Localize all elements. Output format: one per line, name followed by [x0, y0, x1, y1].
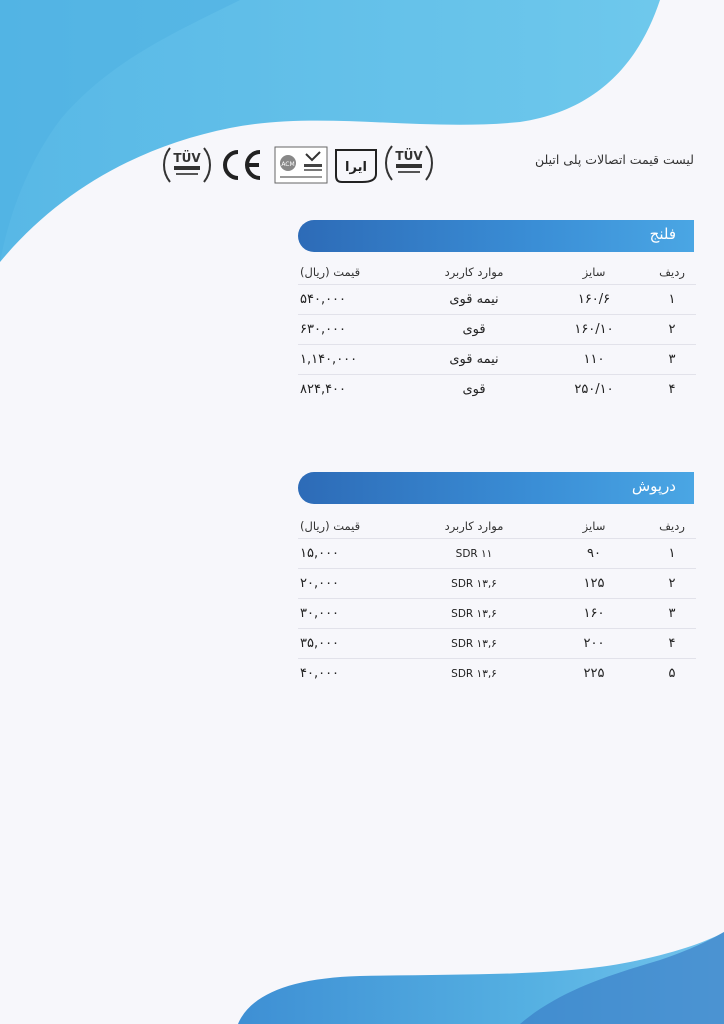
table-header-row [298, 514, 696, 539]
column-header-row: ردیف [659, 519, 685, 533]
cell-price: ۱۵,۰۰۰ [298, 539, 408, 569]
cell-size: ۱۶۰ [540, 599, 648, 629]
cell-use: SDR ۱۳,۶ [408, 659, 540, 689]
cell-use: نیمه قوی [408, 285, 540, 315]
column-header-use: موارد کاربرد [444, 265, 504, 279]
cell-size: ۱۲۵ [540, 569, 648, 599]
cell-size: ۲۰۰ [540, 629, 648, 659]
cell-size: ۹۰ [540, 539, 648, 569]
cell-size: ۲۲۵ [540, 659, 648, 689]
certification-logos [162, 140, 432, 188]
cell-use: SDR ۱۳,۶ [408, 569, 540, 599]
table-row [298, 599, 696, 629]
cell-size: ۱۶۰/۱۰ [540, 315, 648, 345]
cell-price: ۲۰,۰۰۰ [298, 569, 408, 599]
cell-row: ۳ [648, 345, 696, 375]
column-header-size: سایز [582, 265, 606, 279]
svg-text:TÜV: TÜV [173, 151, 201, 165]
section-header-cap [298, 472, 694, 504]
cell-row: ۱ [648, 285, 696, 315]
cell-price: ۶۳۰,۰۰۰ [298, 315, 408, 345]
tuv-intercert-logo-2 [384, 140, 434, 184]
cell-row: ۳ [648, 599, 696, 629]
price-table-flange [298, 260, 696, 404]
cell-use: SDR ۱۳,۶ [408, 599, 540, 629]
cell-row: ۱ [648, 539, 696, 569]
svg-text:ACM: ACM [281, 161, 295, 168]
cell-price: ۸۲۴,۴۰۰ [298, 375, 408, 405]
table-row [298, 629, 696, 659]
cell-price: ۵۴۰,۰۰۰ [298, 285, 408, 315]
cell-price: ۱,۱۴۰,۰۰۰ [298, 345, 408, 375]
section-title: درپوش [631, 477, 676, 495]
tuv-intercert-logo [162, 142, 212, 186]
acm-ukas-logo [274, 146, 328, 184]
cell-size: ۱۶۰/۶ [540, 285, 648, 315]
ce-mark-logo [220, 148, 264, 182]
table-row [298, 539, 696, 569]
table-row [298, 569, 696, 599]
column-header-size: سایز [582, 519, 606, 533]
price-table-cap [298, 514, 696, 688]
section-title: فلنج [649, 225, 676, 243]
column-header-row: ردیف [659, 265, 685, 279]
cell-row: ۵ [648, 659, 696, 689]
table-row [298, 285, 696, 315]
cell-row: ۲ [648, 315, 696, 345]
cell-size: ۲۵۰/۱۰ [540, 375, 648, 405]
cell-size: ۱۱۰ [540, 345, 648, 375]
table-row [298, 659, 696, 689]
cell-use: قوی [408, 315, 540, 345]
svg-text:ایرا: ایرا [345, 160, 367, 175]
cell-use: قوی [408, 375, 540, 405]
table-row [298, 315, 696, 345]
section-header-flange [298, 220, 694, 252]
cell-price: ۳۵,۰۰۰ [298, 629, 408, 659]
column-header-use: موارد کاربرد [444, 519, 504, 533]
column-header-price: قیمت (ریال) [300, 265, 361, 279]
cell-row: ۴ [648, 375, 696, 405]
table-row [298, 375, 696, 405]
cell-price: ۳۰,۰۰۰ [298, 599, 408, 629]
cell-row: ۴ [648, 629, 696, 659]
cell-row: ۲ [648, 569, 696, 599]
column-header-price: قیمت (ریال) [300, 519, 361, 533]
table-row [298, 345, 696, 375]
document-title: لیست قیمت اتصالات پلی اتیلن [534, 152, 694, 167]
table-header-row [298, 260, 696, 285]
cell-price: ۴۰,۰۰۰ [298, 659, 408, 689]
svg-text:TÜV: TÜV [395, 149, 423, 163]
iso-standard-logo [332, 144, 380, 184]
cell-use: SDR ۱۳,۶ [408, 629, 540, 659]
cell-use: SDR ۱۱ [408, 539, 540, 569]
cell-use: نیمه قوی [408, 345, 540, 375]
